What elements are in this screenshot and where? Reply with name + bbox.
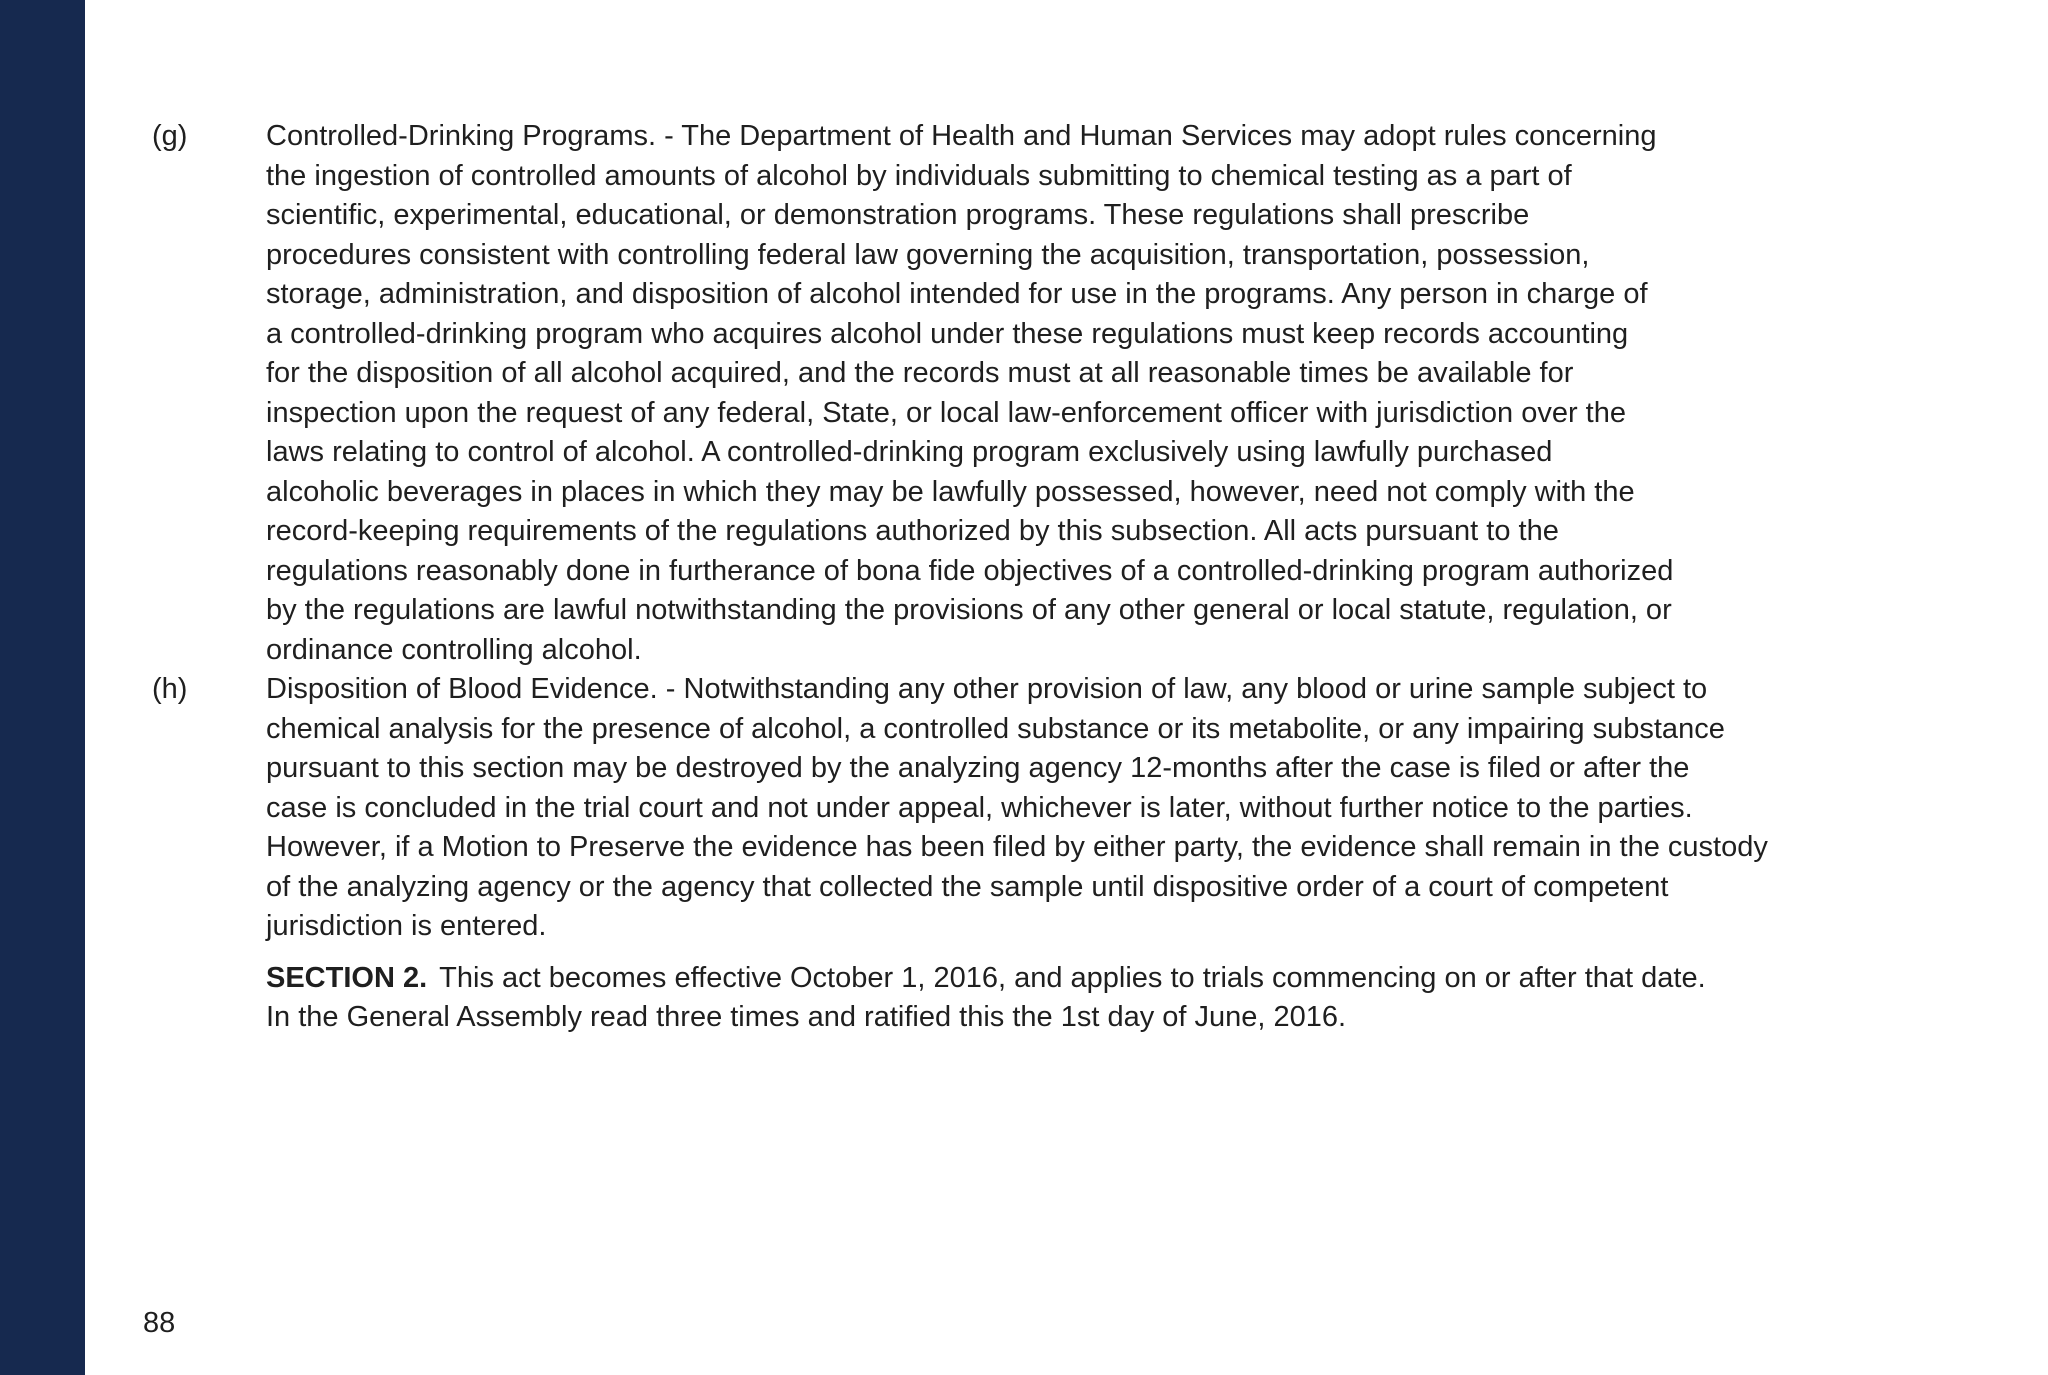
- text-line: case is concluded in the trial court and not under appeal, whichever is later, without further notice to the parties.: [266, 791, 1693, 824]
- text-line: chemical analysis for the presence of alcohol, a controlled substance or its metabolite, or any impairing substance: [266, 712, 1725, 745]
- text-line: for the disposition of all alcohol acquired, and the records must at all reasonable times be available for: [266, 357, 1574, 389]
- text-line: However, if a Motion to Preserve the evidence has been filed by either party, the evidence shall remain in the custody: [266, 831, 1768, 863]
- ratification-line: In the General Assembly read three times and ratified this the 1st day of June, 2016.: [266, 1001, 1347, 1033]
- subsection-label: (g): [152, 120, 188, 152]
- text-line: pursuant to this section may be destroyed by the analyzing agency 12-months after the case is filed or after the: [266, 752, 1690, 784]
- text-line: storage, administration, and disposition of alcohol intended for use in the programs. Any person in charge of: [266, 278, 1648, 310]
- page-number: 88: [143, 1307, 176, 1339]
- text-line: a controlled-drinking program who acquires alcohol under these regulations must keep records accounting: [266, 317, 1629, 350]
- section-2-line: [266, 959, 1922, 999]
- text-line: jurisdiction is entered.: [266, 910, 547, 942]
- document-body: [152, 117, 1922, 1038]
- text-line: the ingestion of controlled amounts of alcohol by individuals submitting to chemical testing as a part of: [266, 159, 1572, 192]
- text-line: of the analyzing agency or the agency that collected the sample until dispositive order of a court of competent: [266, 870, 1669, 903]
- text-line: regulations reasonably done in furtherance of bona fide objectives of a controlled-drinking program authorized: [266, 554, 1674, 587]
- text-line: procedures consistent with controlling federal law governing the acquisition, transportation, possession,: [266, 238, 1590, 271]
- text-line: Disposition of Blood Evidence. - Notwithstanding any other provision of law, any blood or urine sample subject to: [266, 673, 1708, 705]
- text-line: inspection upon the request of any federal, State, or local law-enforcement officer with jurisdiction over the: [266, 396, 1626, 429]
- section-2: [152, 959, 1922, 1038]
- text-line: laws relating to control of alcohol. A controlled-drinking program exclusively using lawfully purchased: [266, 436, 1553, 468]
- sidebar-band: [0, 0, 85, 1375]
- text-line: by the regulations are lawful notwithstanding the provisions of any other general or local statute, regulation, or: [266, 594, 1672, 626]
- section-text: This act becomes effective October 1, 2016, and applies to trials commencing on or after that date.: [439, 961, 1706, 994]
- subsection-g: [152, 117, 1922, 670]
- text-line: record-keeping requirements of the regulations authorized by this subsection. All acts pursuant to the: [266, 515, 1559, 547]
- subsection-label: (h): [152, 673, 188, 705]
- section-heading: SECTION 2.: [266, 961, 428, 994]
- text-line: Controlled-Drinking Programs. - The Department of Health and Human Services may adopt rules concerning: [266, 120, 1657, 152]
- text-line: ordinance controlling alcohol.: [266, 633, 642, 666]
- text-line: alcoholic beverages in places in which they may be lawfully possessed, however, need not comply with the: [266, 475, 1635, 508]
- text-line: scientific, experimental, educational, or demonstration programs. These regulations shall prescribe: [266, 199, 1530, 231]
- subsection-h: [152, 670, 1922, 947]
